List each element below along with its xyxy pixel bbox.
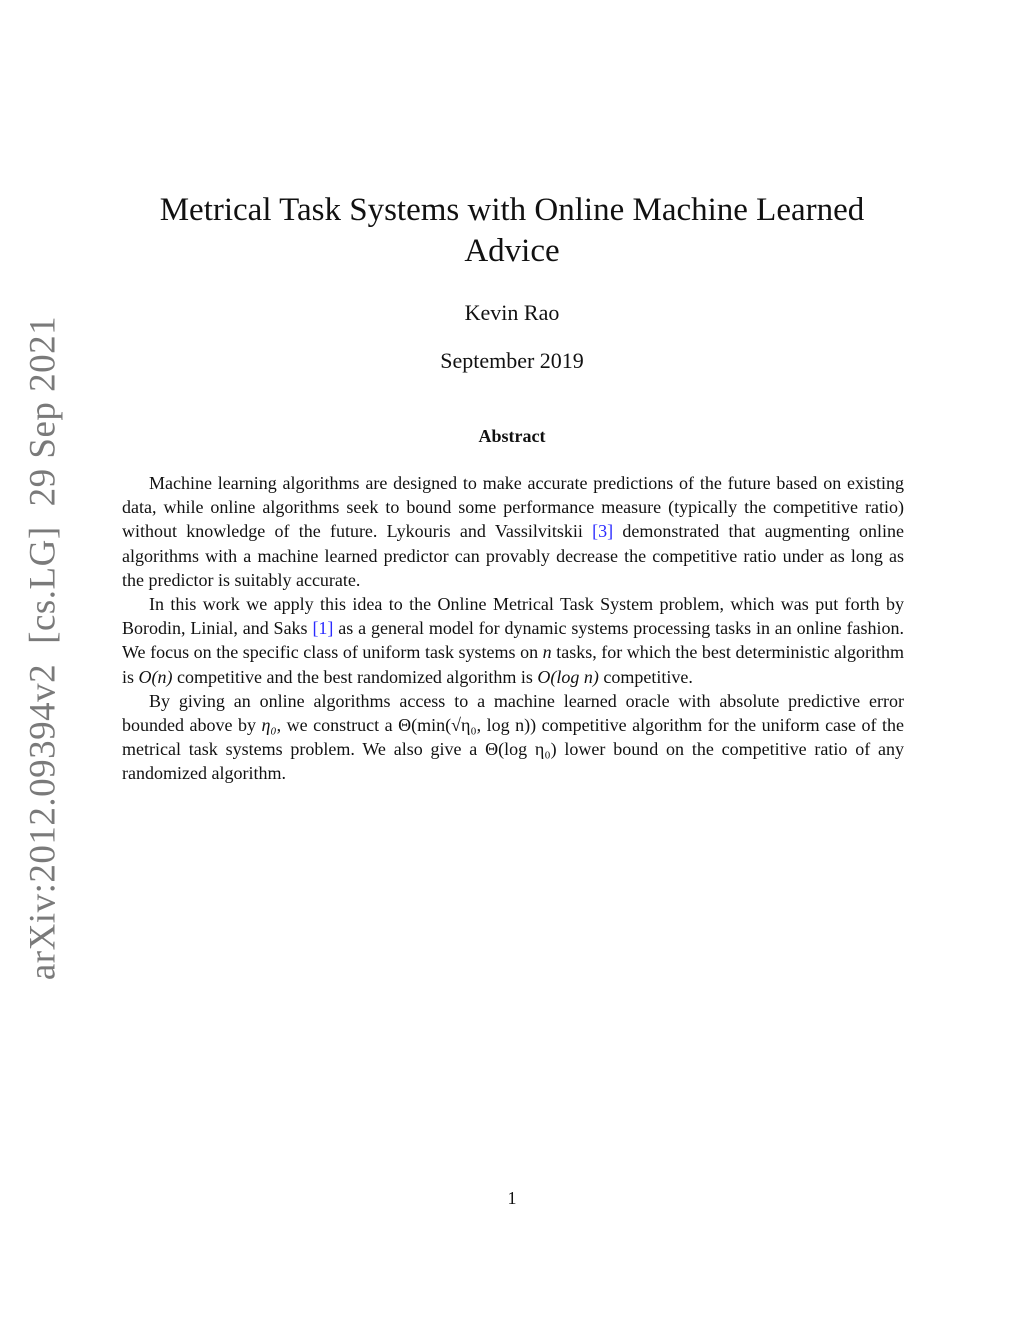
abstract-paragraph-2 (122, 592, 904, 689)
arxiv-date: 29 Sep 2021 (22, 315, 64, 507)
paper-date: September 2019 (440, 348, 584, 373)
abstract-heading: Abstract (478, 426, 546, 446)
abstract-body (122, 471, 904, 786)
citation-link-1[interactable]: [1] (312, 618, 334, 639)
p3-text-d: lower bound on the competitive ratio of any randomized algorithm. (122, 739, 904, 784)
p2-text-d: competitive and the best randomized algorithm is (172, 666, 538, 687)
paper-title-line-1: Metrical Task Systems with Online Machine Learned (159, 192, 865, 228)
p3-text-c: competitive algorithm for the uniform case of the metrical task systems problem. We also give a (122, 715, 905, 760)
p2-text-c: tasks, for which the best deterministic algorithm is (122, 642, 904, 687)
abstract-paragraph-3 (122, 689, 904, 786)
p2-text-b: as a general model for dynamic systems processing tasks in an online fashion. We focus on the specific class of uniform task systems on (122, 618, 904, 663)
paper-title-line-2: Advice (464, 233, 560, 269)
p3-text-a: By giving an online algorithms access to a machine learned oracle with absolute predictive error bounded above by (122, 690, 904, 736)
page-number: 1 (507, 1188, 517, 1208)
citation-link-3[interactable]: [3] (592, 521, 614, 542)
arxiv-stamp (22, 306, 65, 990)
abstract-paragraph-1 (122, 471, 904, 592)
p3-text-b: , we construct a (276, 715, 399, 736)
paper-author: Kevin Rao (464, 300, 560, 325)
p2-text-e: competitive. (598, 666, 693, 687)
arxiv-category: [cs.LG] (22, 526, 64, 644)
arxiv-id[interactable]: arXiv:2012.09394v2 (22, 663, 64, 981)
math-eta0: η₀ (261, 715, 277, 736)
math-n: n (542, 642, 552, 663)
math-theta-min: Θ(min(√η₀, log n)) (398, 715, 537, 736)
paper-title (112, 190, 912, 272)
p1-text-a: Machine learning algorithms are designed to make accurate predictions of the future based on existing data, while online algorithms seek to bound some performance measure (typically the competitive ratio) without knowledge of the future. Lykouris and Vassilvitskii (122, 473, 904, 542)
p2-text-a: In this work we apply this idea to the Online Metrical Task System problem, which was put forth by Borodin, Linial, and Saks (122, 594, 904, 639)
math-o-n: O(n) (138, 666, 173, 687)
p1-text-b: demonstrated that augmenting online algorithms with a machine learned predictor can provably decrease the competitive ratio under as long as the predictor is suitably accurate. (122, 521, 905, 590)
math-theta-log-eta0: Θ(log η₀) (485, 739, 557, 760)
math-o-log-n: O(log n) (537, 666, 599, 687)
